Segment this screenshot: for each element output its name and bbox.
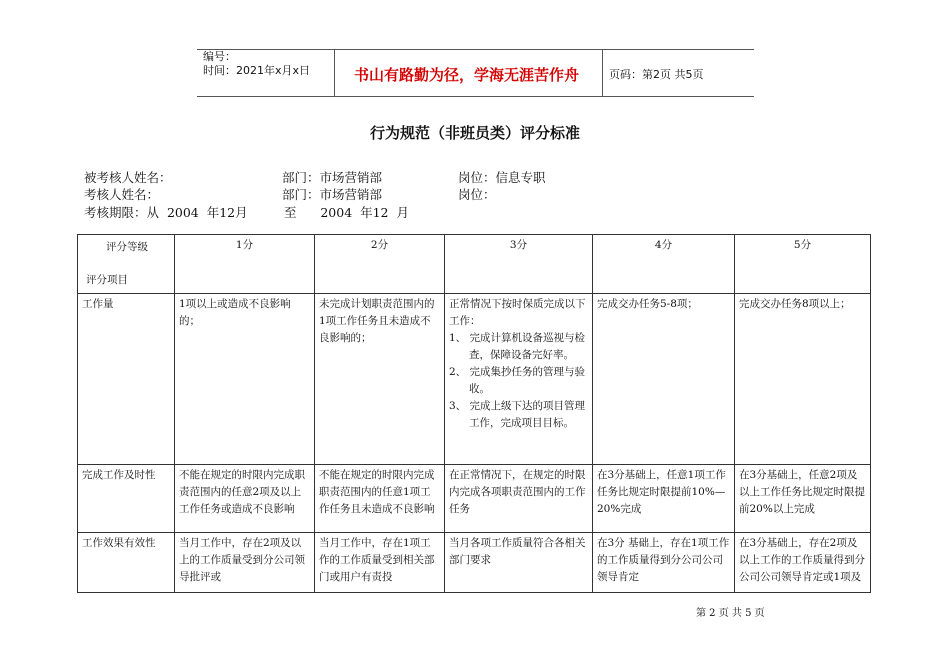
header-divider-right: [602, 49, 603, 96]
table-cell: 1项以上或造成不良影响的；: [175, 294, 315, 465]
number-label: 编号：: [203, 50, 236, 63]
level-4-header: 4分: [593, 235, 735, 294]
list-item: 3、 完成上级下达的项目管理工作，完成项目目标。: [449, 400, 586, 429]
period-from: 考核期限：从 2004 年12月: [84, 205, 248, 220]
level-2-header: 2分: [315, 235, 445, 294]
table-cell: 在3分基础上，任意2项及以上工作任务比规定时限提前20%以上完成: [735, 465, 871, 533]
scoring-table: [77, 234, 871, 593]
table-row: [78, 294, 871, 465]
list-item: 1、 完成计算机设备巡视与检查，保障设备完好率。: [449, 332, 586, 361]
page-footer: 第 2 页 共 5 页: [696, 608, 765, 619]
examiner-label: 考核人姓名：: [84, 187, 160, 202]
corner-bottom-label: 评分项目: [86, 274, 128, 286]
table-cell: 在3分 基础上，存在1项工作的工作质量得到分公司公司领导肯定: [593, 533, 735, 593]
row-label: 工作效果有效性: [78, 533, 175, 593]
document-title: 行为规范（非班员类）评分标准: [369, 124, 580, 142]
table-cell: 不能在规定的时限内完成职责范围内的任意1项工作任务且未造成不良影响: [315, 465, 445, 533]
time-label: 时间：2021年x月x日: [203, 64, 311, 77]
level-5-header: 5分: [735, 235, 871, 294]
period-to: 至 2004 年12 月: [284, 205, 409, 220]
table-cell: 当月工作中，存在1项工作的工作质量受到相关部门或用户有责投: [315, 533, 445, 593]
task-list: [449, 330, 588, 432]
table-cell: 完成交办任务8项以上；: [735, 294, 871, 465]
level-3-header: 3分: [445, 235, 593, 294]
table-row: [78, 465, 871, 533]
table-header-row: [78, 235, 871, 294]
department-1: 部门：市场营销部: [282, 170, 383, 185]
corner-cell: [78, 235, 175, 294]
table-cell: 不能在规定的时限内完成职责范围内的任意2项及以上工作任务或造成不良影响: [175, 465, 315, 533]
table-cell: 在3分基础上，存在2项及以上工作的工作质量得到分公司公司领导肯定或1项及: [735, 533, 871, 593]
post-2: 岗位：: [458, 187, 496, 202]
header-page-info: 页码：第2页 共5页: [609, 68, 704, 81]
table-row: [78, 533, 871, 593]
examinee-label: 被考核人姓名：: [84, 170, 172, 185]
list-item: 2、 完成集抄任务的管理与验收。: [449, 366, 586, 395]
header-bottom-rule: [197, 96, 754, 97]
department-2: 部门：市场营销部: [282, 187, 383, 202]
table-cell: 在正常情况下，在规定的时限内完成各项职责范围内的工作任务: [445, 465, 593, 533]
level-1-header: 1分: [175, 235, 315, 294]
row-label: 完成工作及时性: [78, 465, 175, 533]
header-motto: 书山有路勤为径，学海无涯苦作舟: [353, 66, 579, 84]
table-cell: [445, 294, 593, 465]
table-cell: 当月各项工作质量符合各相关部门要求: [445, 533, 593, 593]
corner-top-label: 评分等级: [106, 241, 148, 253]
table-cell: 完成交办任务5-8项；: [593, 294, 735, 465]
table-cell: 未完成计划职责范围内的1项工作任务且未造成不良影响的；: [315, 294, 445, 465]
row-label: 工作量: [78, 294, 175, 465]
cell-intro: 正常情况下按时保质完成以下工作：: [449, 298, 586, 327]
table-cell: 在3分基础上，任意1项工作任务比规定时限提前10%—20%完成: [593, 465, 735, 533]
post-1: 岗位：信息专职: [458, 170, 546, 185]
header-meta: [203, 50, 310, 78]
table-cell: 当月工作中，存在2项及以上的工作质量受到分公司领导批评或: [175, 533, 315, 593]
